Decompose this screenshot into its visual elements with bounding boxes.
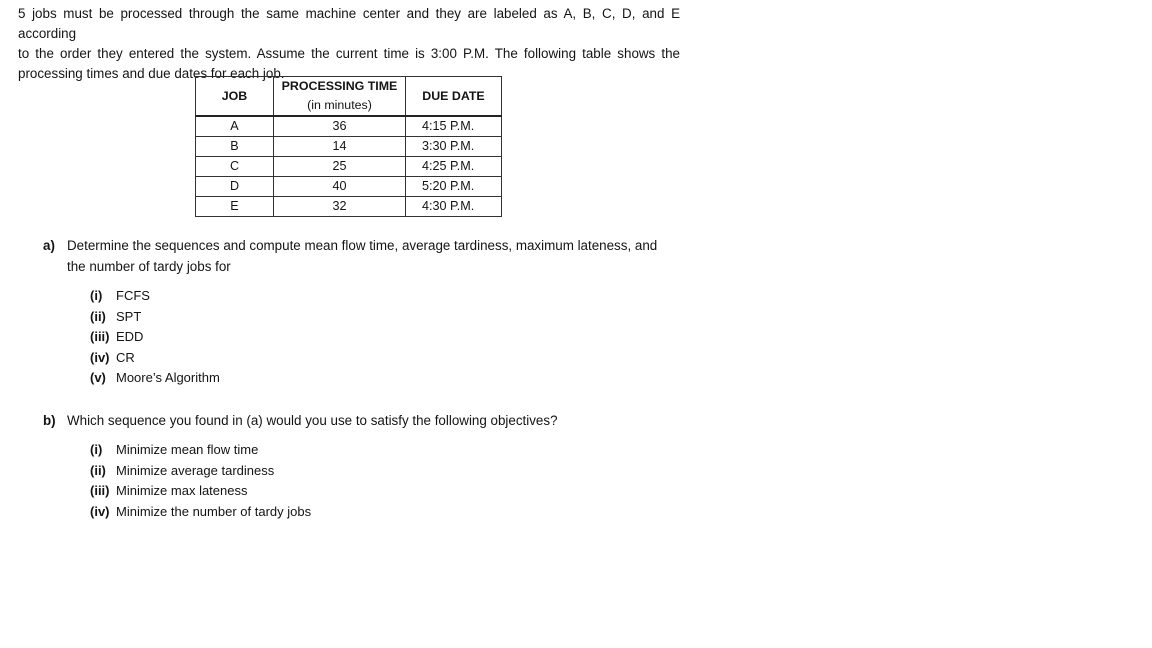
table-row (196, 137, 502, 157)
list-item-number: (ii) (90, 462, 106, 478)
list-item-number: (iii) (90, 329, 110, 344)
list-item-text: SPT (116, 308, 142, 324)
processing-time-cell: 32 (274, 197, 406, 217)
list-item (90, 461, 311, 482)
list-item-number: (iii) (90, 483, 110, 498)
question-b-list (90, 440, 311, 522)
intro-line: to the order they entered the system. Assume the current time is 3:00 P.M. The following table shows the (18, 46, 680, 61)
list-item (90, 481, 311, 502)
list-item-text: CR (116, 349, 135, 365)
question-a-marker: a) (43, 238, 55, 253)
job-cell: D (196, 177, 274, 197)
list-item-number: (iv) (90, 503, 110, 519)
list-item-text: Minimize mean flow time (116, 442, 259, 457)
processing-time-cell: 14 (274, 137, 406, 157)
intro-paragraph (18, 4, 680, 84)
processing-time-cell: 25 (274, 157, 406, 177)
question-a-text (67, 235, 693, 277)
intro-line: processing times and due dates for each job. (18, 66, 285, 81)
question-b-marker: b) (43, 413, 56, 428)
jobs-table (195, 76, 502, 217)
list-item-number: (i) (90, 442, 103, 457)
list-item (90, 502, 311, 523)
table-row (196, 197, 502, 217)
list-item-text: Minimize average tardiness (116, 462, 275, 478)
table-header-row (196, 77, 502, 117)
processing-time-header-unit: (in minutes) (307, 98, 372, 112)
question-a (43, 235, 693, 277)
list-item-number: (i) (90, 288, 103, 303)
table-row (196, 157, 502, 177)
due-date-cell: 4:30 P.M. (406, 197, 502, 217)
list-item-number: (ii) (90, 308, 106, 324)
due-date-cell: 4:15 P.M. (406, 116, 502, 137)
list-item-number: (v) (90, 370, 106, 385)
list-item-text: FCFS (116, 288, 150, 303)
job-column-header: JOB (196, 77, 274, 117)
list-item-text: Minimize max lateness (116, 483, 248, 498)
list-item (90, 348, 220, 369)
list-item (90, 368, 220, 389)
question-a-list (90, 286, 220, 389)
due-date-cell: 5:20 P.M. (406, 177, 502, 197)
processing-time-header-label: PROCESSING TIME (281, 79, 398, 93)
due-date-cell: 4:25 P.M. (406, 157, 502, 177)
question-b (43, 410, 693, 431)
table-row (196, 177, 502, 197)
due-date-cell: 3:30 P.M. (406, 137, 502, 157)
processing-time-cell: 40 (274, 177, 406, 197)
list-item-number: (iv) (90, 349, 110, 365)
list-item-text: Moore’s Algorithm (116, 370, 220, 385)
question-a-line: the number of tardy jobs for (67, 259, 231, 274)
question-a-line: Determine the sequences and compute mean flow time, average tardiness, maximum lateness, and (67, 238, 658, 253)
list-item-text: EDD (116, 329, 144, 344)
table-row (196, 116, 502, 137)
intro-line: 5 jobs must be processed through the same machine center and they are labeled as A, B, C, D, and E according (18, 6, 680, 41)
list-item (90, 327, 220, 348)
list-item (90, 440, 311, 461)
processing-time-column-header (274, 77, 406, 117)
job-cell: C (196, 157, 274, 177)
list-item (90, 307, 220, 328)
question-b-text: Which sequence you found in (a) would you use to satisfy the following objectives? (67, 413, 558, 428)
list-item-text: Minimize the number of tardy jobs (116, 503, 312, 519)
job-cell: B (196, 137, 274, 157)
list-item (90, 286, 220, 307)
job-cell: A (196, 116, 274, 137)
due-date-column-header: DUE DATE (406, 77, 502, 117)
job-cell: E (196, 197, 274, 217)
processing-time-cell: 36 (274, 116, 406, 137)
